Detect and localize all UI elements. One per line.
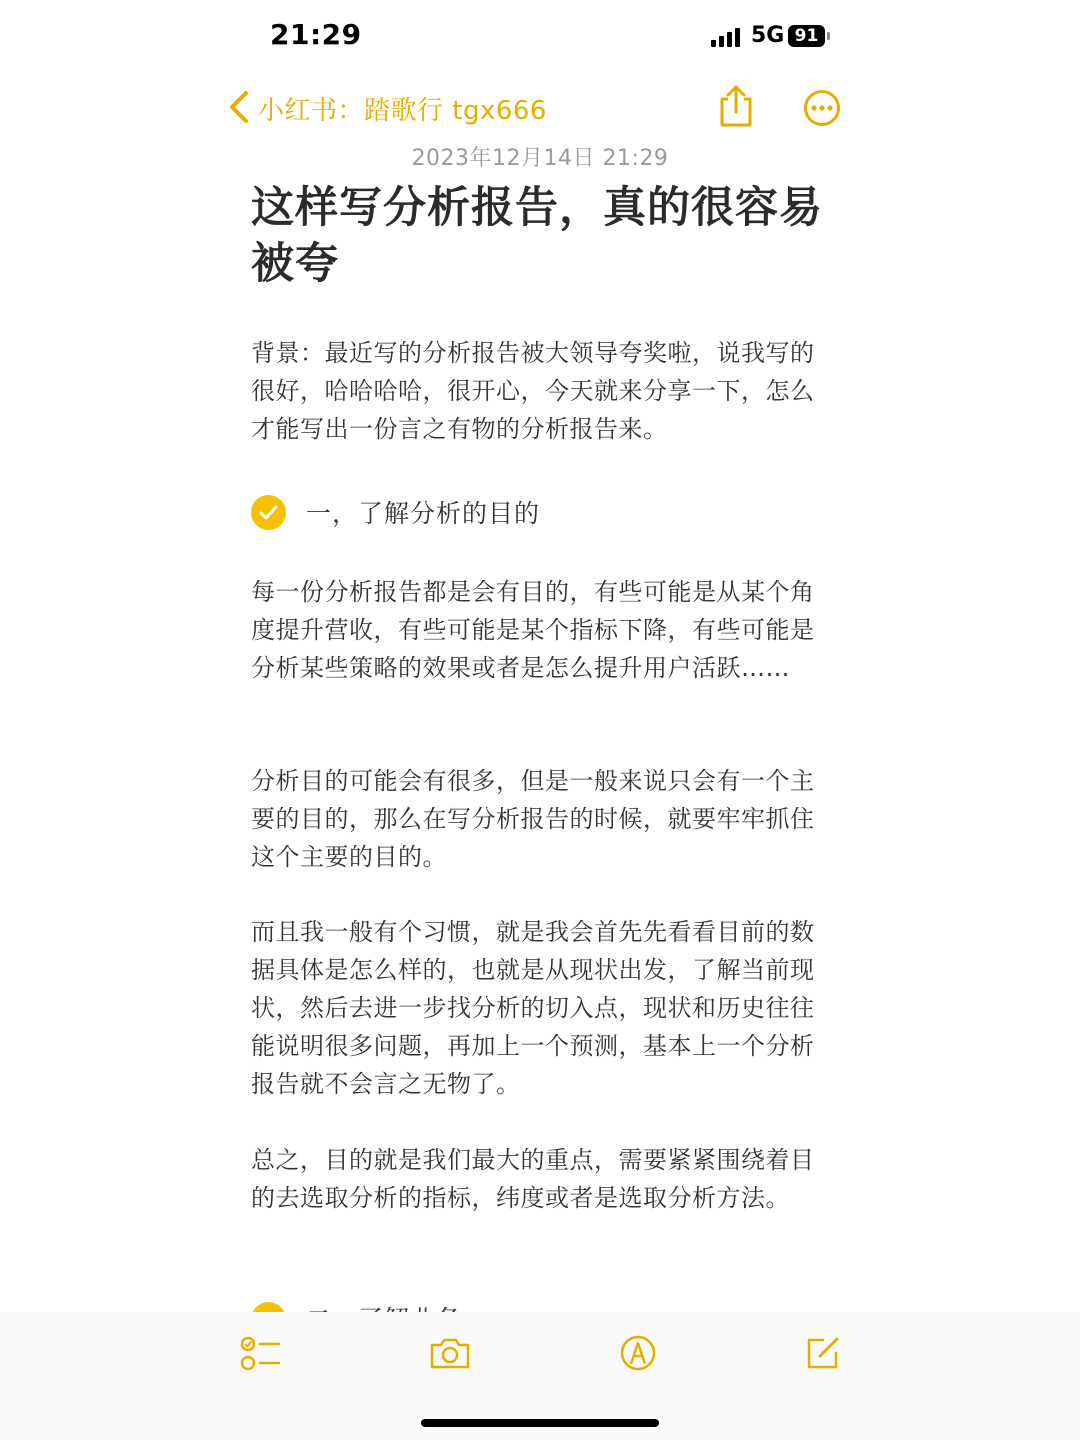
battery-cap [827,32,830,40]
checklist-checkbox[interactable] [251,495,286,530]
checklist-item-label[interactable]: 一，了解分析的目的 [306,499,541,528]
checkmark-icon [251,495,286,530]
network-type: 5G [751,23,785,48]
note-title[interactable]: 这样写分析报告，真的很容易被夸 [251,183,823,289]
checklist-icon[interactable] [240,1336,282,1372]
paragraph[interactable]: 每一份分析报告都是会有目的，有些可能是从某个角度提升营收，有些可能是某个指标下降，有些可能是分析某些策略的效果或者是怎么提升用户活跃…… [251,578,815,682]
status-time: 21:29 [270,18,362,51]
compose-icon[interactable] [804,1334,842,1372]
camera-icon[interactable] [429,1336,471,1370]
signal-icon [711,27,743,47]
share-icon[interactable] [717,84,755,128]
chevron-left-icon[interactable] [226,90,254,124]
home-indicator[interactable] [421,1419,659,1427]
markup-icon[interactable] [619,1334,657,1372]
note-date: 2023年12月14日 21:29 [411,146,669,171]
paragraph[interactable]: 总之，目的就是我们最大的重点，需要紧紧围绕着目的去选取分析的指标，纬度或者是选取分析方法。 [251,1146,815,1212]
paragraph[interactable]: 分析目的可能会有很多，但是一般来说只会有一个主要的目的，那么在写分析报告的时候，就要牢牢抓住这个主要的目的。 [251,767,815,871]
back-button[interactable]: 小红书：踏歌行 tgx666 [258,96,547,126]
paragraph[interactable]: 而且我一般有个习惯，就是我会首先先看看目前的数据具体是怎么样的，也就是从现状出发，了解当前现状，然后去进一步找分析的切入点，现状和历史往往能说明很多问题，再加上一个预测，基本上一个分析报告就不会言之无物了。 [251,918,815,1098]
paragraph-background[interactable]: 背景：最近写的分析报告被大领导夸奖啦，说我写的很好，哈哈哈哈，很开心，今天就来分享一下，怎么才能写出一份言之有物的分析报告来。 [251,339,815,443]
battery-icon: 91 [788,25,825,47]
checklist-item-partial [240,1296,840,1312]
more-icon[interactable] [803,89,841,127]
